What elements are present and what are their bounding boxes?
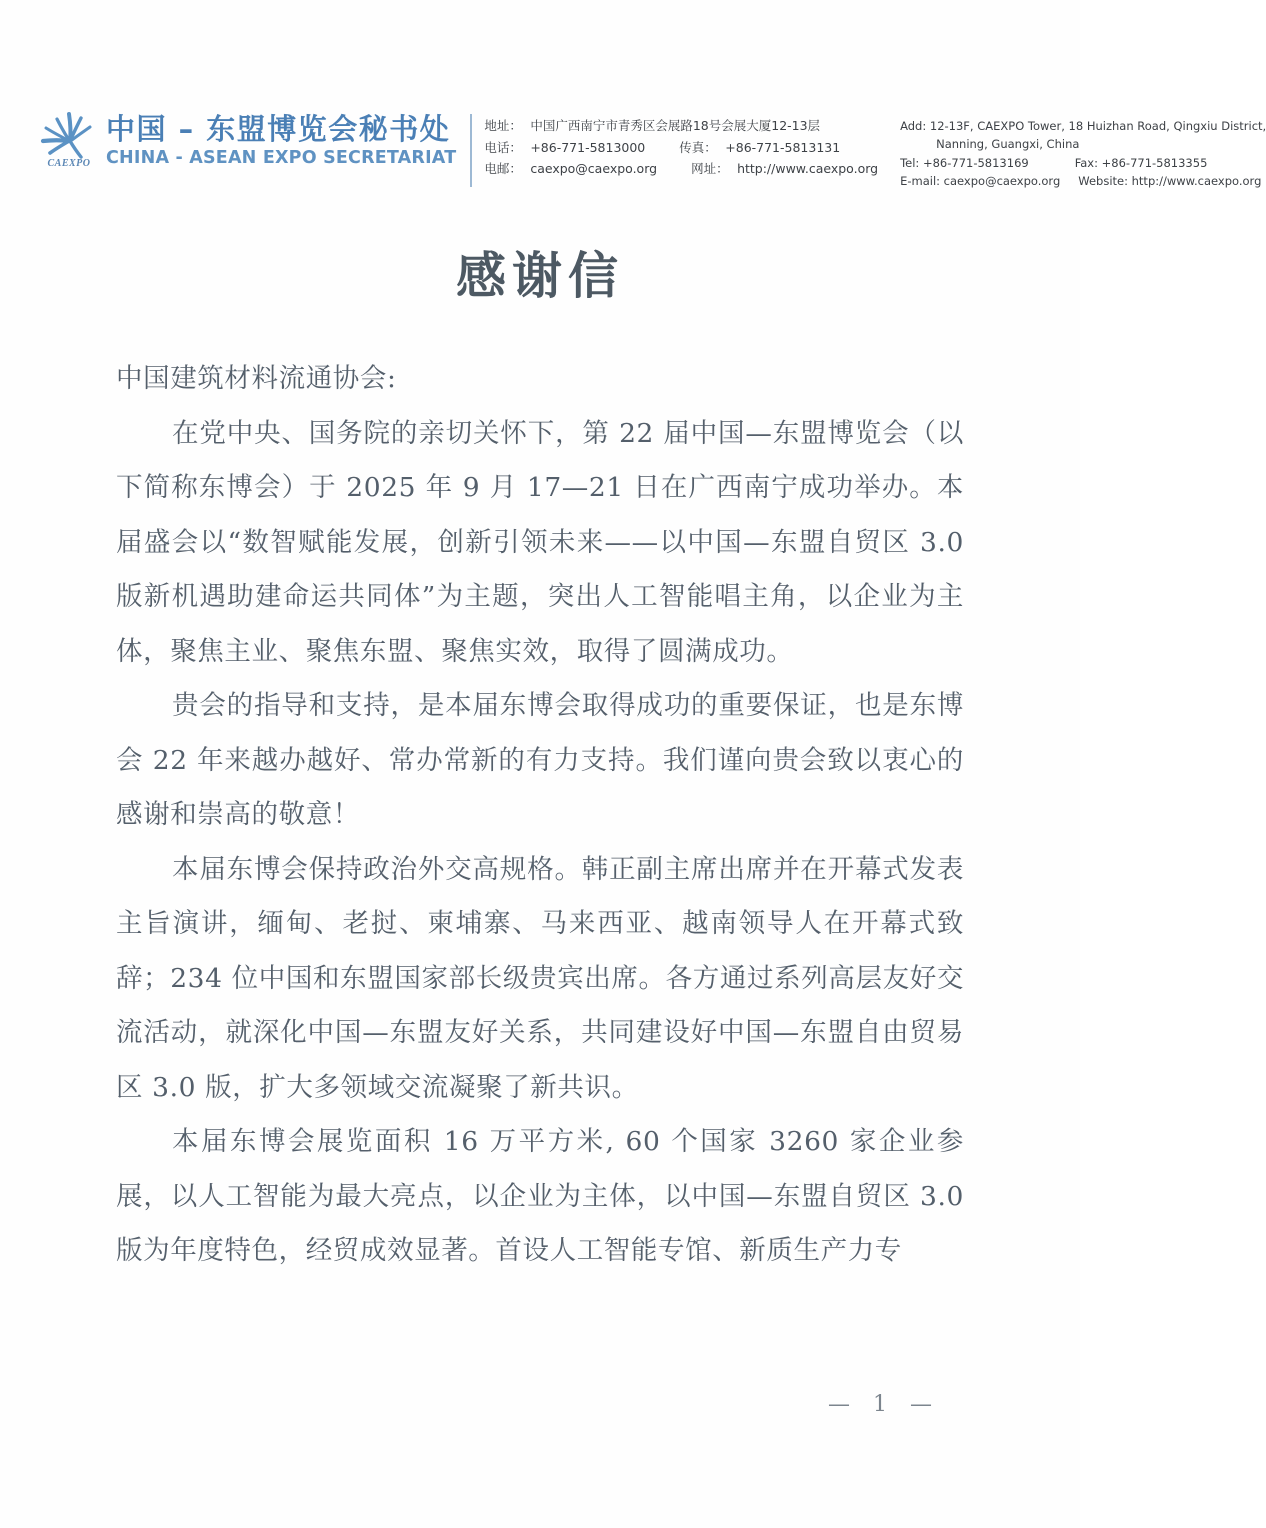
tel-value-cn: +86-771-5813000 xyxy=(530,139,646,155)
letterhead-divider xyxy=(470,114,472,187)
paragraph-4: 本届东博会展览面积 16 万平方米, 60 个国家 3260 家企业参展，以人工智能为最大亮点，以企业为主体，以中国—东盟自贸区 3.0 版为年度特色，经贸成效显著。首设人工智能专馆、新质生产力专 xyxy=(116,1126,964,1266)
web-label-cn: 网址： xyxy=(691,161,729,176)
tel-fax-row-en xyxy=(900,154,1266,172)
paragraph-1: 在党中央、国务院的亲切关怀下，第 22 届中国—东盟博览会（以下简称东博会）于 2025 年 9 月 17—21 日在广西南宁成功举办。本届盛会以“数智赋能发展，创新引领未来——以中国—东盟自贸区 3.0 版新机遇助建命运共同体”为主题，突出人工智能唱主角，以企业为主体，聚焦主业、聚焦东盟、聚焦实效，取得了圆满成功。 xyxy=(116,417,964,667)
address-label-cn: 地址： xyxy=(484,118,522,133)
page-footer xyxy=(0,1392,1080,1417)
address-row-cn xyxy=(484,115,878,137)
fax-value-cn: +86-771-5813131 xyxy=(725,139,841,155)
fax-label-cn: 传真： xyxy=(679,139,717,155)
website-value-en: Website: http://www.caexpo.org xyxy=(1078,174,1262,189)
tel-label-cn: 电话： xyxy=(484,139,522,155)
caexpo-logo xyxy=(38,108,100,169)
salutation: 中国建筑材料流通协会: xyxy=(116,363,397,394)
document-title: 感谢信 xyxy=(456,246,624,305)
tel-value-en: Tel: +86-771-5813169 xyxy=(900,155,1029,170)
document-body xyxy=(116,352,964,1279)
web-value-cn: http://www.caexpo.org xyxy=(737,161,879,176)
tel-row-cn xyxy=(484,137,878,159)
address-line1-en: Add: 12-13F, CAEXPO Tower, 18 Huizhan Road, Qingxiu District, xyxy=(900,119,1266,133)
email-value-cn: caexpo@caexpo.org xyxy=(530,161,658,176)
email-value-en: E-mail: caexpo@caexpo.org xyxy=(900,174,1061,189)
organization-name-en: CHINA - ASEAN EXPO SECRETARIAT xyxy=(106,147,457,168)
address-line2-en: Nanning, Guangxi, China xyxy=(936,137,1080,152)
email-row-cn xyxy=(484,158,878,180)
address-value-cn: 中国广西南宁市青秀区会展路18号会展大厦12-13层 xyxy=(530,118,821,133)
letterhead xyxy=(38,108,1266,191)
email-web-row-en xyxy=(900,172,1266,190)
fax-value-en: Fax: +86-771-5813355 xyxy=(1074,155,1208,170)
organization-name xyxy=(100,108,456,168)
contact-block-chinese xyxy=(484,108,878,180)
paragraph-2: 贵会的指导和支持，是本届东博会取得成功的重要保证，也是东博会 22 年来越办越好、常办常新的有力支持。我们谨向贵会致以衷心的感谢和崇高的敬意！ xyxy=(116,690,964,830)
caexpo-wordmark: CAEXPO xyxy=(47,158,91,169)
contact-block-english xyxy=(878,108,1266,191)
organization-name-cn: 中国 – 东盟博览会秘书处 xyxy=(106,112,451,146)
caexpo-starburst-icon xyxy=(40,110,98,162)
paragraph-3: 本届东博会保持政治外交高规格。韩正副主席出席并在开幕式发表主旨演讲，缅甸、老挝、柬埔寨、马来西亚、越南领导人在开幕式致辞；234 位中国和东盟国家部长级贵宾出席。各方通过系列高层友好交流活动，就深化中国—东盟友好关系，共同建设好中国—东盟自由贸易区 3.0 版，扩大多领域交流凝聚了新共识。 xyxy=(116,853,964,1103)
email-label-cn: 电邮： xyxy=(484,161,522,176)
page-number: — 1 — xyxy=(828,1392,940,1417)
